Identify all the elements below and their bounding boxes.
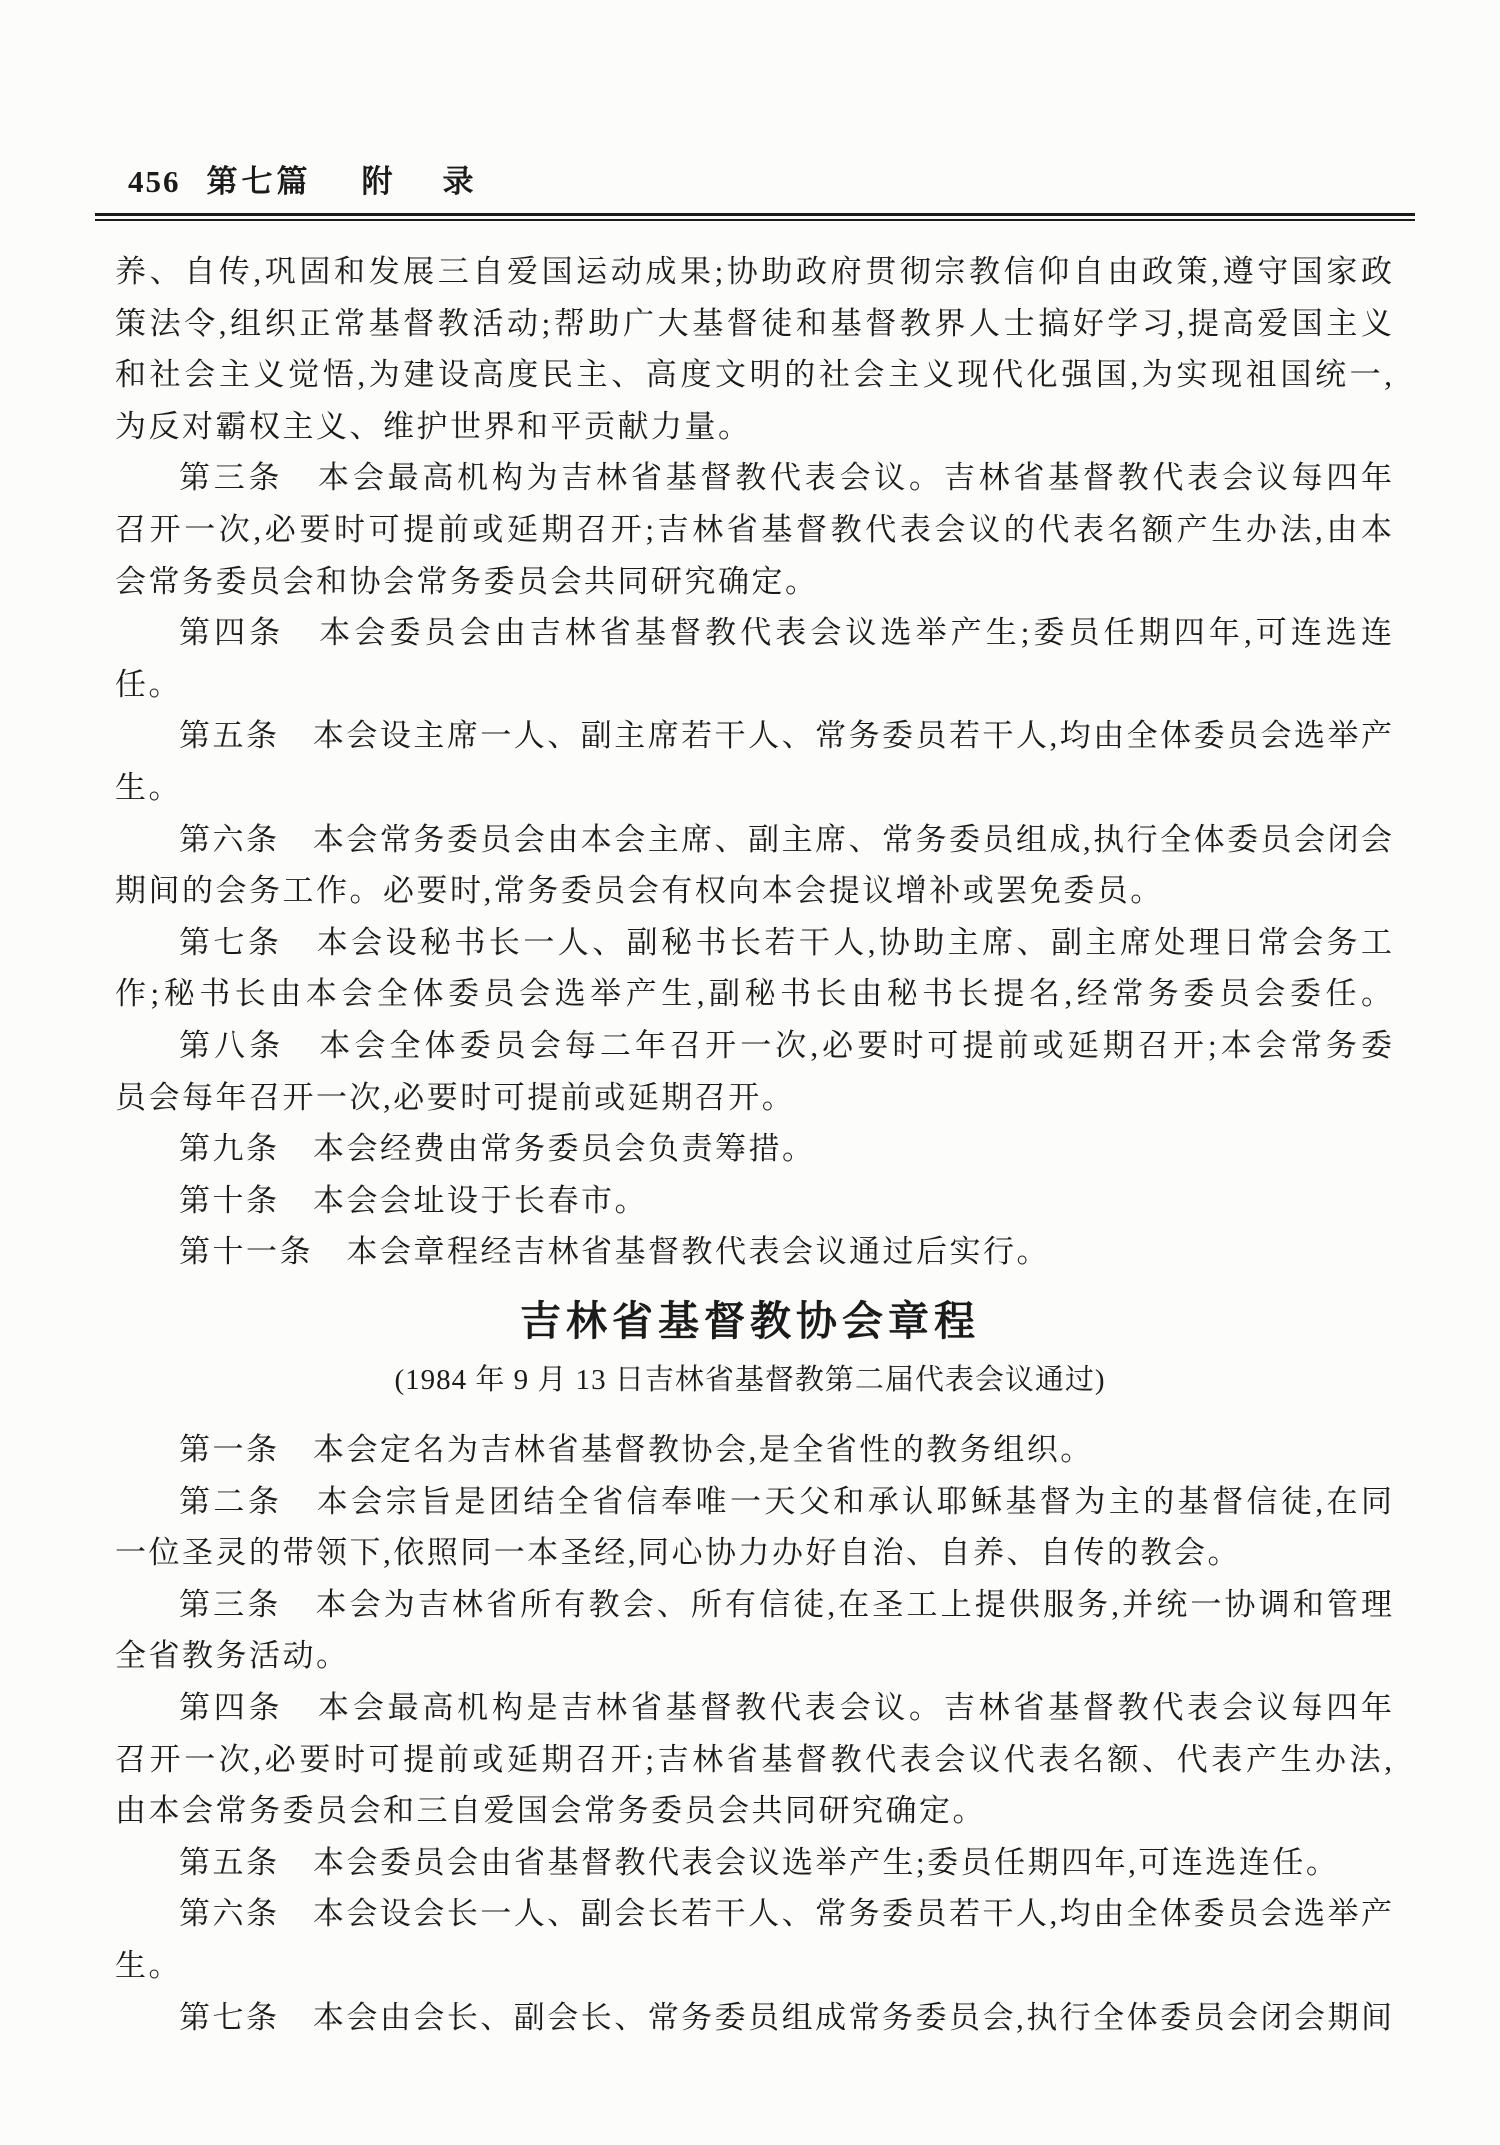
text-line: 召开一次,必要时可提前或延期召开;吉林省基督教代表会议的代表名额产生办法,由本 [115, 511, 1392, 547]
text-line: 第六条 本会常务委员会由本会主席、副主席、常务委员组成,执行全体委员会闭会 [179, 821, 1392, 857]
text-line: 会常务委员会和协会常务委员会共同研究确定。 [115, 563, 819, 599]
text-line: 第九条 本会经费由常务委员会负责筹措。 [179, 1131, 816, 1167]
text-line: 第三条 本会最高机构为吉林省基督教代表会议。吉林省基督教代表会议每四年 [179, 460, 1392, 496]
text-line: 策法令,组织正常基督教活动;帮助广大基督徒和基督教界人士搞好学习,提高爱国主义 [115, 305, 1392, 341]
text-line: 第五条 本会委员会由省基督教代表会议选举产生;委员任期四年,可连选连任。 [179, 1844, 1340, 1880]
page-number: 456 [128, 164, 181, 199]
header-double-rule [95, 213, 1415, 221]
text-line: 生。 [115, 1947, 182, 1983]
appendix-title-char-1: 附 [361, 164, 393, 199]
charter-subtitle: (1984 年 9 月 13 日吉林省基督教第二届代表会议通过) [394, 1364, 1106, 1396]
text-line: 员会每年召开一次,必要时可提前或延期召开。 [115, 1079, 796, 1115]
text-line: 第四条 本会最高机构是吉林省基督教代表会议。吉林省基督教代表会议每四年 [179, 1689, 1392, 1725]
text-line: 第五条 本会设主席一人、副主席若干人、常务委员若干人,均由全体委员会选举产 [179, 718, 1392, 754]
text-line: 第七条 本会设秘书长一人、副秘书长若干人,协助主席、副主席处理日常会务工 [179, 924, 1392, 960]
charter-christian-association-text [115, 1424, 1392, 2043]
text-line: 和社会主义觉悟,为建设高度民主、高度文明的社会主义现代化强国,为实现祖国统一, [115, 357, 1392, 393]
text-line: 由本会常务委员会和三自爱国会常务委员会共同研究确定。 [115, 1793, 986, 1829]
text-line: 期间的会务工作。必要时,常务委员会有权向本会提议增补或罢免委员。 [115, 873, 1164, 909]
text-line: 作;秘书长由本会全体委员会选举产生,副秘书长由秘书长提名,经常务委员会委任。 [115, 976, 1392, 1012]
text-line: 第十条 本会会址设于长春市。 [179, 1182, 648, 1218]
part-label: 第七篇 [206, 164, 312, 199]
appendix-title-char-2: 录 [442, 164, 474, 199]
text-line: 为反对霸权主义、维护世界和平贡献力量。 [115, 408, 752, 444]
charter-title: 吉林省基督教协会章程 [520, 1298, 980, 1344]
text-line: 第四条 本会委员会由吉林省基督教代表会议选举产生;委员任期四年,可连选连 [179, 615, 1392, 651]
text-line: 第七条 本会由会长、副会长、常务委员组成常务委员会,执行全体委员会闭会期间 [179, 1999, 1392, 2035]
charter-three-self-committee-text [115, 246, 1392, 1278]
text-line: 全省教务活动。 [115, 1638, 350, 1674]
running-header [128, 156, 474, 201]
text-line: 第八条 本会全体委员会每二年召开一次,必要时可提前或延期召开;本会常务委 [179, 1027, 1392, 1063]
text-line: 任。 [115, 666, 182, 702]
text-line: 第六条 本会设会长一人、副会长若干人、常务委员若干人,均由全体委员会选举产 [179, 1896, 1392, 1932]
text-line: 一位圣灵的带领下,依照同一本圣经,同心协力办好自治、自养、自传的教会。 [115, 1535, 1241, 1571]
text-line: 第十一条 本会章程经吉林省基督教代表会议通过后实行。 [179, 1234, 1050, 1270]
text-line: 生。 [115, 769, 182, 805]
text-line: 召开一次,必要时可提前或延期召开;吉林省基督教代表会议代表名额、代表产生办法, [115, 1741, 1392, 1777]
text-line: 养、自传,巩固和发展三自爱国运动成果;协助政府贯彻宗教信仰自由政策,遵守国家政 [115, 254, 1392, 289]
text-line: 第二条 本会宗旨是团结全省信奉唯一天父和承认耶稣基督为主的基督信徒,在同 [179, 1483, 1392, 1519]
text-line: 第三条 本会为吉林省所有教会、所有信徒,在圣工上提供服务,并统一协调和管理 [179, 1586, 1392, 1622]
text-line: 第一条 本会定名为吉林省基督教协会,是全省性的教务组织。 [179, 1432, 1094, 1467]
